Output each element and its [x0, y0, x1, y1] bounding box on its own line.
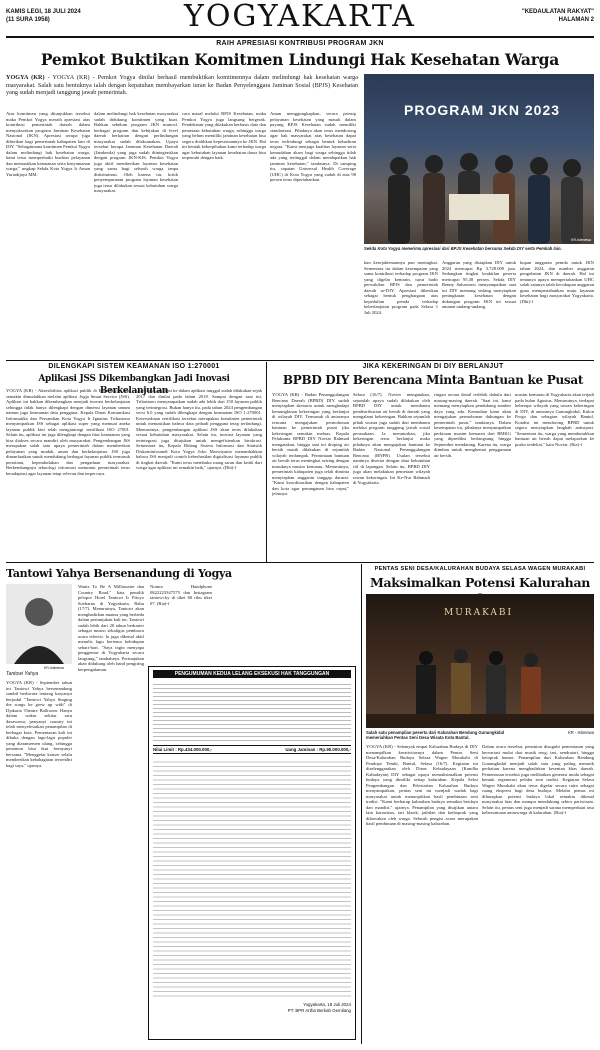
- story5-headline: Maksimalkan Potensi Kalurahan: [369, 575, 591, 590]
- story4-caption: Tantowi Yahya: [6, 671, 39, 677]
- caption-text: Salah satu penampilan peserta dari Kalurahan Bendung Gunungkidul: [366, 730, 505, 735]
- story3-col3: ringan secara detail terlebih dahulu dari masing-masing daerah. "Saat ini, kami memang menyiapkan pendukung sumber daya yang ada. Kemudian kami akan mengajukan permohonan dukungan ke pemerintah pusat," tandasnya. Dalam kesempatan itu, pihaknya menyampaikan perkiraan musim kemarau dari BMKG yang diprediksi berlangsung hingga September mendatang. Karena itu, warga diimbau untuk menghemat penggunaan air bersih.: [434, 392, 511, 458]
- story4-headline: Tantowi Yahya Bersenandung di Yogya: [6, 567, 232, 580]
- caption-text-2: memeriahkan Pentas Seni Desa Wisata Kota Bantul.: [366, 735, 470, 740]
- masthead-title: YOGYAKARTA: [184, 0, 416, 34]
- story2-col2: sistem atau aplikasi ke dalam aplikasi tunggal sudah dilakukan sejak 2017 dan dinilai pada tahun 2018. Sampai dengan saat ini, Trihastono menyampaikan sudah ada lebih dari 150 layanan publik yang terintegrasi. Bukan hanya itu, pada tahun 2024 pengembangan versi 6.0 yang sudah dilengkapi dengan keamanan ISO 1:270001. Ketersediaan sertifikasi tersebut merupakan komitmen pemerintah untuk memastikan bahwa data pribadi pengguna tetap terlindungi. Menurutnya, pengembangan aplikasi JSS akan terus dilakukan sesuai kebutuhan masyarakat. Selain itu, inovasi layanan yang terintegrasi juga ditujukan untuk mengefisienkan birokrasi. Sementara itu, Kepala Bidang Sistem Informasi dan Statistik Diskominfosandi Kota Yogya Joko Marwiyanto menambahkan bahwa JSS menjadi contoh keberhasilan digitalisasi layanan publik di tingkat daerah. "Kami terus membuka ruang saran dan kritik dari warga agar aplikasi ini semakin baik," ujarnya. (Dhi)-f: [136, 388, 262, 470]
- auction-notice: [148, 666, 356, 1040]
- story4-photo-credit: KR-Istimewa: [44, 666, 64, 670]
- story1-lead: YOGYA (KR) - YOGYA (KR) - Pemkot Yogya dinilai berhasil membuktikan komitmennya dalam melindungi hak kesehatan warga masyarakat. Salah satu bentuknya ialah dengan kepatuhan membayarkan iuran ke Badan Penyelenggara Jaminan Sosial (BPJS) Kesehatan yang sudah menjadi tanggung jawab pemerintah.: [6, 74, 358, 96]
- story1-headline: Pemkot Buktikan Komitmen Lindungi Hak Kesehatan Warga: [40, 50, 560, 69]
- story4-col2: Wants To Be A Millionaire dan Country Road," kata pemilik pelopor Hotel Tantowi Ir Pitoyo Soeharno di Yogyakarta, Rabu (17/7). Menurutnya, Tantowi akan menghadirkan nuansa yang berbeda dalam pertunjukan kali ini. Tantowi sudah lebih dari 20 tahun berkarier sebagai musisi sekaligus pembawa acara televisi. Ia juga dikenal aktif menulis lagu bertema kehidupan sehari-hari. "Saya ingin menyapa penggemar di Yogyakarta secara langsung," tambahnya. Pertunjukan akan didukung oleh band pengiring berpengalaman.: [78, 584, 144, 672]
- story3-col1: YOGYA (KR) - Badan Penanggulangan Bencana Daerah (BPBD) DIY sudah menyiapkan skenario untuk menghadapi kemungkinan kekeringan yang berlanjut di wilayah DIY. Termasuk di antaranya rencana mengajukan permohonan bantuan ke pemerintah pusat jika kekeringan semakin meluas. Kepala Pelaksana BPBD DIY Noviar Rahmad mengatakan, hingga saat ini droping air bersih masih dilakukan di sejumlah wilayah terdampak. Permintaan bantuan air bersih terus meningkat seiring dengan masuknya musim kemarau. Menurutnya, pemerintah kabupaten juga telah diminta menyiapkan anggaran tanggap darurat. "Kami koordinasikan dengan kabupaten dan kota agar penanganan bisa cepat," jelasnya.: [272, 392, 349, 496]
- notice-lines: [153, 681, 351, 741]
- photo-banner-text: PROGRAM JKN 2023: [404, 102, 561, 118]
- story5-kicker: PENTAS SENI DESA/KALURAHAN BUDAYA SELASA WAGEN MURAKABI: [374, 566, 586, 572]
- vertical-rule: [266, 362, 267, 562]
- portrait-image: [6, 584, 72, 664]
- notice-title: PENGUMUMAN KEDUA LELANG EKSEKUSI HAK TANGGUNGAN: [153, 670, 351, 678]
- story1-caption: Sekda Kota Yogya menerima apresiasi dari BPJS Kesehatan bersama Sekda DIY serta Pemkab lain.: [364, 246, 562, 251]
- story3-kicker: JIKA KEKERINGAN DI DIY BERLANJUT: [362, 363, 504, 370]
- edition-line: (11 SURA 1958): [6, 17, 50, 23]
- story3-headline: BPBD DIY Berencana Minta Bantuan ke Pusat: [282, 373, 584, 387]
- story4-col3: Nomor Handphone 0822223347575 dan Instagram tantowi.ky di tiket 60 ribu tiket 07. (Ria)-f: [150, 584, 212, 606]
- photo-credit-5: KR - Istimewa: [567, 730, 594, 735]
- signoff-place: Yogyakarta, 18 Juli 2024: [303, 1002, 351, 1007]
- divider-2: [6, 562, 594, 563]
- story3-col2: Selasa (16/7). Novier mengatakan, sejumlah upaya sudah dilakukan oleh BPBD DIY untuk membantu pendistribusian air bersih di daerah yang mengalami kekeringan. Bahkan sejumlah pihak swasta juga sudah ikut membantu melalui program tanggung jawab sosial perusahaan. Ia menuturkan, jika kekeringan terus berlanjut maka pihaknya akan mengajukan bantuan ke Badan Nasional Penanggulangan Bencana (BNPB). Usulan tersebut nantinya disertai dengan data kebutuhan riil di lapangan. Selain itu, BPBD DIY juga akan melakukan pemetaan wilayah rawan kekeringan. Ini Ke-Nur Rahmadi di Yogyakarta.: [353, 392, 430, 485]
- date-line: KAMIS LEGI, 18 JULI 2024: [6, 9, 81, 15]
- story1-col3: cara masal melalui BPJS Kesehatan, maka Pemkot Yogya juga langsung bergerak. Pendekatan yang dilakukan berbasis data dan pemetaan kebutuhan warga, sehingga warga yang belum memiliki jaminan kesehatan bisa segera dialihkan kepesertaannya ke JKN. Hal ini bentuk keberpihakan kami terhadap warga agar kebutuhan layanan kesehatan dasar bisa terpenuhi dengan baik.: [182, 111, 266, 160]
- group-people-image: [364, 134, 594, 244]
- notice-signoff: [153, 1002, 351, 1013]
- story2-col1: YOGYA (KR) - Aksesibilitas aplikasi publik di Kota Yogya kini semakin dimudahkan melalui aplikasi Jogja Smart Service (JSS). Aplikasi ini bahkan dikembangkan menjadi inovasi berkelanjutan sehingga tidak hanya dilengkapi dengan dimensi layanan umum namun juga keamanan data pengguna. Kepala Dinas Komunikasi Informatika dan Persandian Kota Yogya Ir Ignatius Trihastono menyampaikan JSS sebagai aplikasi super yang memuat aneka layanan publik kini telah mengantongi sertifikasi ISO 27001. Selain itu, aplikasi ini juga dilengkapi dengan fitur keamanan yang bisa diakses secara mandiri oleh masyarakat. Pengembangan JSS merupakan salah satu upaya pemerintah dalam memberikan pelayanan yang mudah, aman dan berkelanjutan. JSS juga dimanfaatkan untuk mendukung berbagai layanan publik termasuk perizinan, kependudukan dan pengaduan masyarakat. Berkembangnya teknologi informasi menuntut pemerintah terus beradaptasi agar layanan tetap relevan dan terpercaya.: [6, 388, 130, 476]
- story5-caption: [366, 730, 594, 740]
- notice-body-lines: [153, 758, 351, 998]
- story1-kicker: RAIH APRESIASI KONTRIBUSI PROGRAM JKN: [216, 40, 384, 47]
- story4-col1: YOGYA (KR) - September tahun ini Tantowi Yahya bersenandung sambil berbicara tentang karyanya berjudul "Tantowi Yahya Singing the songs he grew up with" di Djakarta Theatre Ballroom. Hanya dalam waktu sekitar satu dasawarsa, penyanyi country ini telah menyelesaikan penampilan di berbagai kota. Pementasan kali ini dibuka dengan lagu-lagu populer yang diaransemen ulang, sehingga penonton bisa ikut bernyanyi bersama. "Menggelar konser selalu memberikan kebahagiaan tersendiri bagi saya," ujarnya.: [6, 680, 72, 768]
- performers-image: [366, 628, 594, 728]
- masthead-rule: [6, 36, 594, 38]
- story2-kicker: DILENGKAPI SISTEM KEAMANAN ISO 1:270001: [48, 363, 220, 370]
- photo-credit: KR-Istimewa: [571, 238, 591, 242]
- story5-photo: [366, 594, 594, 728]
- masthead-right: [522, 8, 594, 24]
- photo-banner: MURAKABI: [444, 608, 514, 618]
- story5-col2: Dalam acara tersebut, penonton disuguhi pementasan yang bervariasi mulai dari musik reog, tari, sendratari, hingga ketoprak humor. Penampilan dari Kalurahan Bendung Gunungkidul menjadi salah satu yang paling menarik perhatian karena menghadirkan kesenian khas daerah. Pementasan tersebut juga melibatkan generasi muda sebagai bentuk regenerasi pelaku seni tradisi. Kegiatan Selasa Wagen Murakabi akan terus digelar secara rutin sebagai ruang ekspresi bagi desa budaya. Melalui pentas ini diharapkan potensi budaya lokal semakin dikenal masyarakat luas dan mampu mendukung sektor pariwisata. Selain itu, pentas seni juga menjadi sarana memperkuat rasa kebersamaan antarwarga di kalurahan. (Ria)-f: [482, 744, 594, 815]
- story1-col1: Atas komitmen yang ditunjukkan tersebut maka Pemkot Yogya meraih apresiasi atas kontribusi pemerintah daerah dalam menyukseskan program Jaminan Kesehatan Nasional (JKN). Apresiasi serupa juga diberikan bagi pemerintah kabupaten lain di DIY. "Sebagaimana komitmen Pemkot Yogya dalam melindungi hak kesehatan warga, kami terus memperbaiki kualitas pelayanan dan memastikan keamanan serta kenyamanan warga," ungkap Sekda Kota Yogya Ir Aman Yuriadijaya MM.: [6, 111, 90, 177]
- story2-headline: Aplikasi JSS Dikembangkan Jadi Inovasi Berkelanjutan: [38, 374, 230, 396]
- story1-lead-text: YOGYA (KR) - Pemkot Yogya dinilai berhasil membuktikan komitmennya dalam melindungi hak kesehatan warga masyarakat. Salah satu bentuknya ialah dengan kepatuhan membayarkan iuran ke Badan Penyelenggara Jaminan Sosial (BPJS) Kesehatan yang sudah menjadi tanggung jawab pemerintah.: [6, 74, 358, 96]
- story3-col4: musim kemarau di Yogyakarta akan terjadi pada bulan Agustus. Menurutnya, terdapat beberapa wilayah yang rawan kekeringan di DIY, di antaranya Gunungkidul, Kulon Progo dan sebagian wilayah Bantul. Kondisi ini mendorong BPBD untuk segera menyiapkan langkah antisipasi. "Sementara itu, warga yang membutuhkan bantuan air bersih dapat melaporkan ke posko terdekat," kata Noviar. (Ria)-f: [515, 392, 594, 447]
- deposit-label: Uang Jaminan : Rp.90.000.000,-: [285, 747, 351, 752]
- vertical-rule-2: [361, 564, 362, 1044]
- divider-1: [6, 360, 594, 361]
- notice-amounts: [153, 745, 351, 754]
- story4-photo: [6, 584, 72, 664]
- limit-label: Nilai Limit : Rp.434.000.000,-: [153, 747, 213, 752]
- story1-photo: [364, 74, 594, 244]
- story1-col4: Aman menggungkapkan, secara prinsip pelayanan kesehatan yang masuk dalam payung BPJS Kesehatan sudah memiliki standarisasi. Pihaknya akan terus mendorong agar hak masyarakat atas kesehatan dapat terus terlindungi sebagai bentuk kehadiran negara. "Kami menjaga kualitas layanan serta kemudahan akses bagi warga sehingga tidak ada yang tertinggal dalam mendapatkan hak jaminan kesehatan," tandasnya. Di samping itu, capaian Universal Health Coverage (UHC) di Kota Yogya yang sudah di atas 98 persen terus dipertahankan.: [270, 111, 356, 182]
- masthead-date: [6, 8, 81, 24]
- signoff-name: PT. BPR Artha Berkah Gemilang: [287, 1007, 351, 1013]
- story1-lower-col1: kan kesejahteraannya pun meningkat. Sementara itu dalam kesempatan yang sama kontribusi terhadap program JKN yang digelar kemarin, turut hadir perwakilan BPJS dan pemerintah daerah se-DIY. Apresiasi diberikan sebagai bentuk penghargaan atas kepedulian pemda terhadap keberlanjutan program pada Selasa 1 Juli 2024.: [364, 260, 438, 315]
- slogan: "KEDAULATAN RAKYAT": [521, 9, 594, 15]
- story1-lower-col3: kupan anggaran pemda untuk JKN tahun 2024, dan number anggaran pengobatan JKN di daerah. Hal ini tentunya upaya mempertahankan UHC salah satunya ialah kecukupan anggaran guna mempertahankan mutu layanan kesehatan bagi masyarakat Yogyakarta. (Dhi)-f: [520, 260, 594, 304]
- story1-col2: dalam melindungi hak kesehatan masyarakat sudah didukung komitmen yang kuat. Bahkan sebelum program JKN muncul, berbagai program dan kebijakan di level daerah berkaitan dengan perlindungan masyarakat sudah dilaksanakan. Upaya tersebut berupa Jaminan Kesehatan Daerah (Jamkesda) yang juga sudah diintegrasikan dengan program JKN-KIS. Pemkot Yogya juga aktif memberikan layanan kesehatan yang sama bagi seluruh warga tanpa diskriminasi. Oleh karena itu, kritik penyempurnaan program layanan kesehatan juga terus dilakukan sesuai kebutuhan warga masyarakat.: [94, 111, 178, 193]
- story1-lower-col2: Anggaran yang disiapkan DIY untuk 2024 mencapai Rp 3.728.009 juta. Sedangkan tingkat keaktifan peserta mencapai 95,38 persen. Sekda DIY Benny Suharsono menyampaikan saat ini DIY memang sedang menyiapkan peningkatan kesehatan dengan dukungan program JKN ini sesuai amanat undang-undang.: [442, 260, 516, 309]
- page-label: HALAMAN 2: [558, 17, 594, 23]
- story5-col1: YOGYA (KR) - Sebanyak empat Kalurahan Budaya di DIY menampilkan kreativitasnya dalam Pentas Seni Desa/Kalurahan Budaya Selasa Wagen Murakabi di Pendopo Tembi, Bantul, Selasa (16/7). Kegiatan ini diselenggarakan oleh Dinas Kebudayaan (Kundha Kabudayan) DIY sebagai upaya memaksimalkan potensi budaya yang dimiliki setiap kalurahan. Kepala Seksi Pengembangan dan Pelestarian Kalurahan Budaya menyampaikan, pentas seni ini menjadi wadah bagi masyarakat untuk menunjukkan hasil pembinaan seni tradisi. "Kami berharap kalurahan budaya semakin berdaya dan mandiri," ujarnya. Penampilan yang disajikan antara lain karawitan, tari klasik, jathilan dan kethoprak yang dibawakan oleh warga. Seluruh pengisi acara merupakan hasil pembinaan di masing-masing kalurahan.: [366, 744, 478, 826]
